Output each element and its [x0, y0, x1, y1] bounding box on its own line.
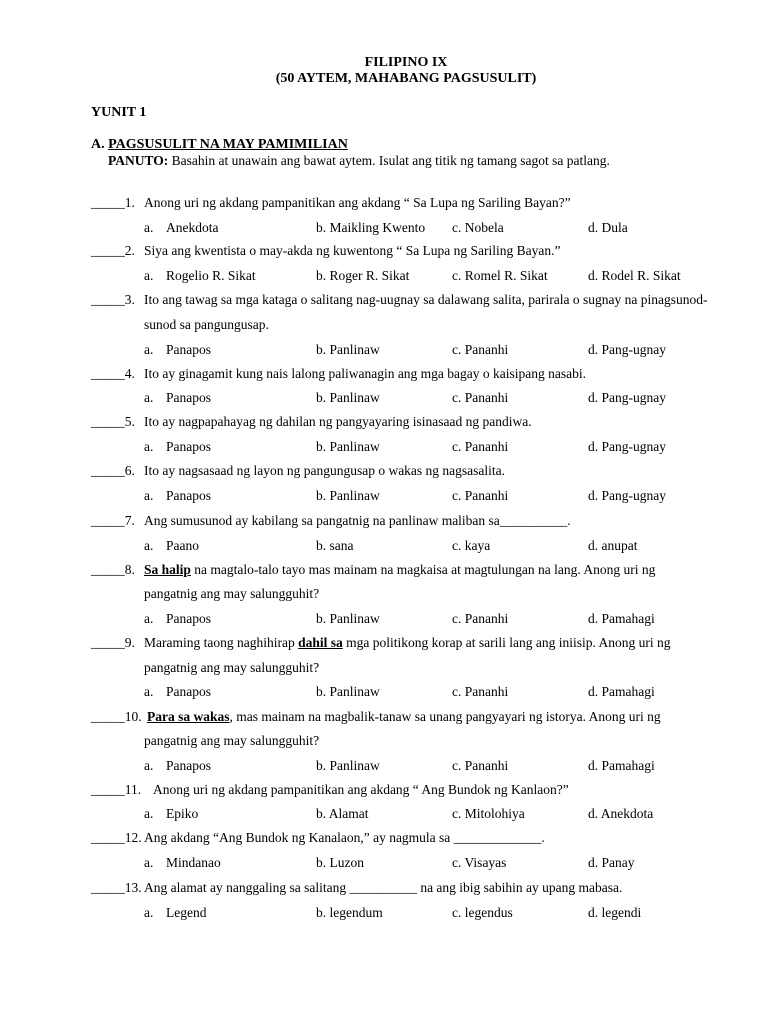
question-9-text-pre: Maraming taong naghihirap [144, 635, 299, 650]
question-13-text [144, 880, 622, 896]
question-9-option-d: d. Pamahagi [588, 684, 655, 699]
question-11-text [153, 782, 569, 798]
question-1-option-b: b. Maikling Kwento [316, 220, 426, 235]
question-12-option-d: d. Panay [588, 855, 635, 870]
question-11-option-b: b. Alamat [316, 806, 369, 821]
question-1-option-a-letter: a. [144, 220, 154, 235]
question-5-number: _____5. [91, 414, 135, 429]
question-13-text-pre: Ang alamat ay nanggaling sa salitang __________ na ang ibig sabihin ay upang mabasa. [144, 880, 623, 895]
question-7-text-pre: Ang sumusunod ay kabilang sa pangatnig na panlinaw maliban sa__________. [144, 513, 571, 528]
question-8-text [144, 562, 655, 578]
question-2-option-a: Rogelio R. Sikat [166, 268, 256, 283]
question-2-text-pre: Siya ang kwentista o may-akda ng kuwentong “ Sa Lupa ng Sariling Bayan.” [144, 243, 561, 258]
question-5-text [144, 414, 532, 430]
question-1-number: _____1. [91, 195, 135, 210]
question-2-option-c: c. Romel R. Sikat [452, 268, 548, 283]
question-3-option-b: b. Panlinaw [316, 342, 380, 357]
question-7-text [144, 513, 571, 529]
question-12-number: _____12. [91, 830, 142, 845]
exam-title: FILIPINO IX [364, 55, 448, 70]
question-4-option-a: Panapos [166, 390, 211, 405]
question-8-continuation: pangatnig ang may salungguhit? [144, 586, 320, 601]
question-2-option-d: d. Rodel R. Sikat [588, 268, 681, 283]
question-3-continuation: sunod sa pangungusap. [144, 317, 269, 332]
question-1-option-a: Anekdota [166, 220, 219, 235]
question-4-option-a-letter: a. [144, 390, 154, 405]
question-11-option-a-letter: a. [144, 806, 154, 821]
question-13-option-c: c. legendus [452, 905, 513, 920]
question-1-text [144, 195, 571, 211]
question-6-text [144, 463, 505, 479]
exam-subtitle: (50 AYTEM, MAHABANG PAGSUSULIT) [275, 71, 537, 86]
question-3-option-a-letter: a. [144, 342, 154, 357]
question-5-option-c: c. Pananhi [452, 439, 509, 454]
question-11-option-d: d. Anekdota [588, 806, 654, 821]
section-title: PAGSUSULIT NA MAY PAMIMILIAN [108, 137, 348, 152]
question-10-text-post: , mas mainam na magbalik-tanaw sa unang pangyayari ng istorya. Anong uri ng [229, 709, 661, 724]
question-5-text-pre: Ito ay nagpapahayag ng dahilan ng pangyayaring isinasaad ng pandiwa. [144, 414, 532, 429]
question-11-number: _____11. [91, 782, 142, 797]
question-6-text-pre: Ito ay nagsasaad ng layon ng pangungusap o wakas ng nagsasalita. [144, 463, 506, 478]
question-9-option-a-letter: a. [144, 684, 154, 699]
question-13-option-a: Legend [166, 905, 207, 920]
question-10-continuation: pangatnig ang may salungguhit? [144, 733, 320, 748]
question-8-option-c: c. Pananhi [452, 611, 509, 626]
question-7-option-a-letter: a. [144, 538, 154, 553]
question-4-option-d: d. Pang-ugnay [588, 390, 666, 405]
question-10-option-c: c. Pananhi [452, 758, 509, 773]
question-7-option-b: b. sana [316, 538, 354, 553]
question-10-number: _____10. [91, 709, 142, 724]
question-12-option-a: Mindanao [166, 855, 221, 870]
question-12-option-a-letter: a. [144, 855, 154, 870]
question-4-option-b: b. Panlinaw [316, 390, 380, 405]
question-12-option-c: c. Visayas [452, 855, 507, 870]
question-9-underlined: dahil sa [298, 635, 343, 650]
question-4-option-c: c. Pananhi [452, 390, 509, 405]
question-6-number: _____6. [91, 463, 135, 478]
question-6-option-a-letter: a. [144, 488, 154, 503]
question-4-number: _____4. [91, 366, 135, 381]
instructions-text: Basahin at unawain ang bawat aytem. Isulat ang titik ng tamang sagot sa patlang. [171, 153, 610, 168]
question-4-text-pre: Ito ay ginagamit kung nais lalong paliwanagin ang mga bagay o kaisipang nasabi. [144, 366, 587, 381]
question-10-option-d: d. Pamahagi [588, 758, 655, 773]
question-1-text-pre: Anong uri ng akdang pampanitikan ang akdang “ Sa Lupa ng Sariling Bayan?” [144, 195, 571, 210]
question-9-text [144, 635, 670, 651]
instructions-label: PANUTO: [108, 153, 169, 168]
question-11-text-pre: Anong uri ng akdang pampanitikan ang akdang “ Ang Bundok ng Kanlaon?” [153, 782, 569, 797]
question-13-option-d: d. legendi [588, 905, 642, 920]
question-7-number: _____7. [91, 513, 135, 528]
question-7-option-a: Paano [166, 538, 199, 553]
question-2-number: _____2. [91, 243, 135, 258]
question-10-option-b: b. Panlinaw [316, 758, 380, 773]
question-9-option-a: Panapos [166, 684, 211, 699]
question-8-underlined: Sa halip [144, 562, 191, 577]
question-13-option-b: b. legendum [316, 905, 383, 920]
question-5-option-b: b. Panlinaw [316, 439, 380, 454]
question-13-number: _____13. [91, 880, 142, 895]
question-11-option-a: Epiko [166, 806, 199, 821]
question-2-option-a-letter: a. [144, 268, 154, 283]
question-5-option-a: Panapos [166, 439, 211, 454]
question-10-underlined: Para sa wakas [147, 709, 230, 724]
question-3-number: _____3. [91, 292, 135, 307]
question-2-text [144, 243, 561, 259]
question-1-option-d: d. Dula [588, 220, 628, 235]
question-4-text [144, 366, 586, 382]
question-3-option-c: c. Pananhi [452, 342, 509, 357]
question-12-option-b: b. Luzon [316, 855, 364, 870]
question-8-option-a: Panapos [166, 611, 211, 626]
question-7-option-c: c. kaya [452, 538, 491, 553]
question-12-text-pre: Ang akdang “Ang Bundok ng Kanalaon,” ay nagmula sa _____________. [144, 830, 545, 845]
question-8-number: _____8. [91, 562, 135, 577]
question-10-option-a: Panapos [166, 758, 211, 773]
question-3-text [144, 292, 707, 308]
question-9-continuation: pangatnig ang may salungguhit? [144, 660, 320, 675]
question-7-option-d: d. anupat [588, 538, 638, 553]
question-3-option-d: d. Pang-ugnay [588, 342, 666, 357]
question-6-option-c: c. Pananhi [452, 488, 509, 503]
question-6-option-d: d. Pang-ugnay [588, 488, 666, 503]
question-9-number: _____9. [91, 635, 135, 650]
question-2-option-b: b. Roger R. Sikat [316, 268, 410, 283]
question-10-text [147, 709, 661, 725]
question-3-option-a: Panapos [166, 342, 211, 357]
question-6-option-a: Panapos [166, 488, 211, 503]
question-9-option-c: c. Pananhi [452, 684, 509, 699]
question-6-option-b: b. Panlinaw [316, 488, 380, 503]
question-8-option-b: b. Panlinaw [316, 611, 380, 626]
unit-heading: YUNIT 1 [91, 105, 147, 120]
question-11-option-c: c. Mitolohiya [452, 806, 525, 821]
question-13-option-a-letter: a. [144, 905, 154, 920]
question-5-option-d: d. Pang-ugnay [588, 439, 666, 454]
question-12-text [144, 830, 545, 846]
question-5-option-a-letter: a. [144, 439, 154, 454]
question-10-option-a-letter: a. [144, 758, 154, 773]
question-9-text-post: mga politikong korap at sarili lang ang iniisip. Anong uri ng [342, 635, 671, 650]
question-1-option-c: c. Nobela [452, 220, 504, 235]
question-8-text-post: na magtalo-talo tayo mas mainam na magkaisa at magtulungan na lang. Anong uri ng [190, 562, 656, 577]
question-8-option-d: d. Pamahagi [588, 611, 655, 626]
question-3-text-pre: Ito ang tawag sa mga kataga o salitang nag-uugnay sa dalawang salita, parirala o sugnay na pinagsunod- [144, 292, 708, 307]
question-9-option-b: b. Panlinaw [316, 684, 380, 699]
question-8-option-a-letter: a. [144, 611, 154, 626]
section-letter: A. [91, 137, 105, 152]
